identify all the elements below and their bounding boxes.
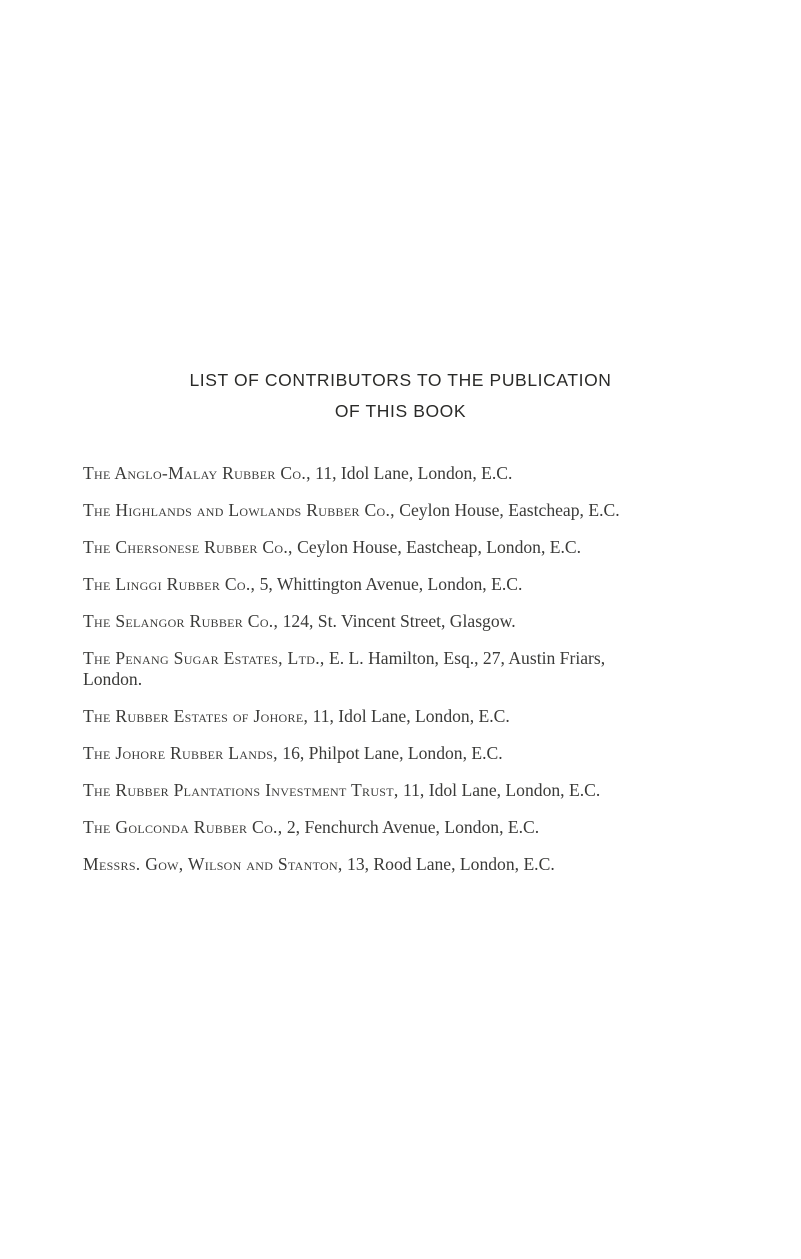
- list-item: [83, 817, 783, 838]
- contributor-address: 124, St. Vincent Street, Glasgow.: [278, 611, 516, 631]
- contributor-name: The Penang Sugar Estates, Ltd.,: [83, 648, 325, 668]
- contributor-name: The Anglo-Malay Rubber Co.,: [83, 463, 311, 483]
- contributor-name: Messrs. Gow, Wilson and Stanton,: [83, 854, 343, 874]
- list-item: [83, 574, 783, 595]
- contributor-address: 11, Idol Lane, London, E.C.: [310, 463, 513, 483]
- contributor-address-continuation: London.: [83, 669, 143, 689]
- contributor-name: The Chersonese Rubber Co.,: [83, 537, 293, 557]
- list-item: [83, 648, 783, 690]
- contributor-name: The Golconda Rubber Co.,: [83, 817, 283, 837]
- contributor-address: 16, Philpot Lane, London, E.C.: [277, 743, 503, 763]
- contributor-name: The Rubber Estates of Johore,: [83, 706, 309, 726]
- list-item: [83, 611, 783, 632]
- contributor-name: The Selangor Rubber Co.,: [83, 611, 279, 631]
- contributor-address: Ceylon House, Eastcheap, E.C.: [394, 500, 620, 520]
- list-item: [83, 743, 783, 764]
- list-item: [83, 780, 783, 801]
- contributor-address: 13, Rood Lane, London, E.C.: [342, 854, 555, 874]
- contributor-name: The Linggi Rubber Co.,: [83, 574, 256, 594]
- contributor-address: E. L. Hamilton, Esq., 27, Austin Friars,: [324, 648, 606, 668]
- contributor-address: 11, Idol Lane, London, E.C.: [398, 780, 601, 800]
- contributor-address: 2, Fenchurch Avenue, London, E.C.: [282, 817, 540, 837]
- contributor-address: Ceylon House, Eastcheap, London, E.C.: [292, 537, 582, 557]
- contributor-address: 11, Idol Lane, London, E.C.: [308, 706, 510, 726]
- list-item: [83, 500, 783, 521]
- contributor-name: The Rubber Plantations Investment Trust,: [83, 780, 399, 800]
- list-item: [83, 537, 783, 558]
- contributor-name: The Johore Rubber Lands,: [83, 743, 278, 763]
- contributor-name: The Highlands and Lowlands Rubber Co.,: [83, 500, 395, 520]
- list-item: [83, 854, 783, 875]
- contributor-address: 5, Whittington Avenue, London, E.C.: [255, 574, 523, 594]
- contributors-list: [83, 463, 783, 891]
- page-title-line-2: OF THIS BOOK: [334, 401, 467, 421]
- list-item: [83, 463, 783, 484]
- list-item: [83, 706, 783, 727]
- page-title-line-1: LIST OF CONTRIBUTORS TO THE PUBLICATION: [189, 370, 612, 390]
